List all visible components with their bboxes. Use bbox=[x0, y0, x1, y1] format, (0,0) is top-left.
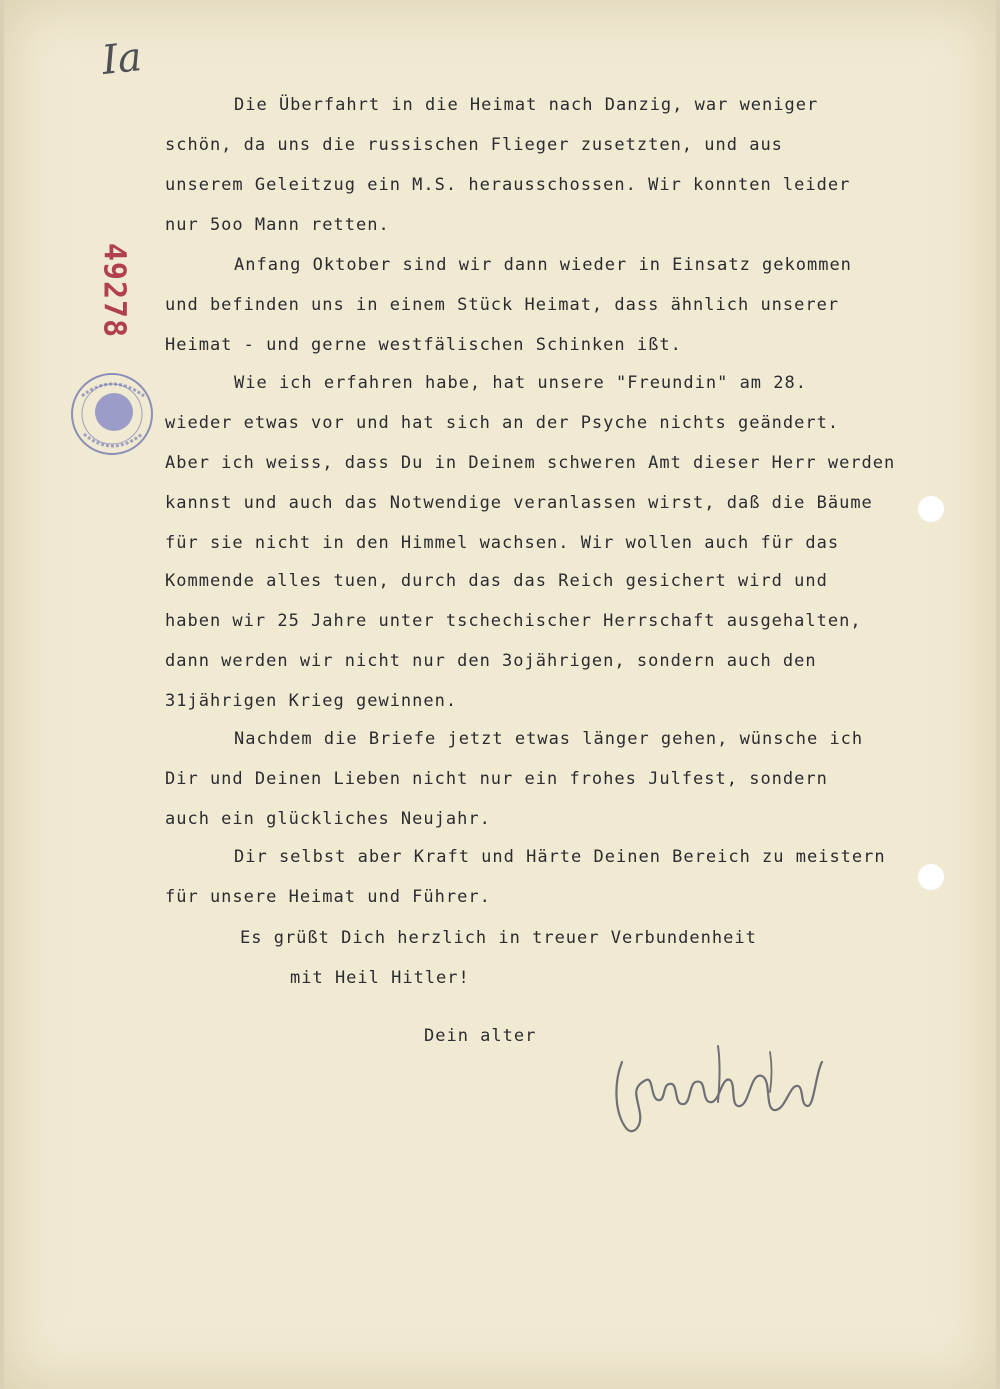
text-line: Kommende alles tuen, durch das das Reich gesichert wird und bbox=[165, 571, 828, 591]
text-line: unserem Geleitzug ein M.S. herausschossen. Wir konnten leider bbox=[165, 175, 851, 195]
text-line: nur 5oo Mann retten. bbox=[165, 215, 390, 235]
text-line: Nachdem die Briefe jetzt etwas länger gehen, wünsche ich bbox=[234, 729, 864, 749]
text-line: Dir selbst aber Kraft und Härte Deinen Bereich zu meistern bbox=[234, 847, 886, 867]
sign-off: Dein alter bbox=[424, 1026, 537, 1046]
handwritten-note: Ia bbox=[99, 34, 144, 84]
text-line: Dir und Deinen Lieben nicht nur ein frohes Julfest, sondern bbox=[165, 769, 828, 789]
text-line: Die Überfahrt in die Heimat nach Danzig, war weniger bbox=[234, 95, 819, 115]
punch-hole-bottom bbox=[918, 864, 944, 890]
text-line: für sie nicht in den Himmel wachsen. Wir wollen auch für das bbox=[165, 533, 840, 553]
text-line: schön, da uns die russischen Flieger zusetzten, und aus bbox=[165, 135, 783, 155]
closing-line: mit Heil Hitler! bbox=[290, 968, 470, 988]
text-line: und befinden uns in einem Stück Heimat, dass ähnlich unserer bbox=[165, 295, 840, 315]
text-line: für unsere Heimat und Führer. bbox=[165, 887, 491, 907]
archive-number-text: 49278 bbox=[96, 242, 132, 339]
text-line: Anfang Oktober sind wir dann wieder in Einsatz gekommen bbox=[234, 255, 852, 275]
text-line: auch ein glückliches Neujahr. bbox=[165, 809, 491, 829]
text-line: Aber ich weiss, dass Du in Deinem schweren Amt dieser Herr werden bbox=[165, 453, 896, 473]
handwritten-signature-icon bbox=[600, 1032, 840, 1142]
closing-line: Es grüßt Dich herzlich in treuer Verbundenheit bbox=[240, 928, 757, 948]
archive-stamp-icon bbox=[64, 366, 164, 462]
archive-number bbox=[92, 243, 136, 339]
text-line: haben wir 25 Jahre unter tschechischer Herrschaft ausgehalten, bbox=[165, 611, 862, 631]
letter-page bbox=[4, 0, 996, 1389]
text-line: Wie ich erfahren habe, hat unsere "Freundin" am 28. bbox=[234, 373, 807, 393]
punch-hole-top bbox=[918, 496, 944, 522]
text-line: kannst und auch das Notwendige veranlassen wirst, daß die Bäume bbox=[165, 493, 873, 513]
text-line: 31jährigen Krieg gewinnen. bbox=[165, 691, 458, 711]
text-line: dann werden wir nicht nur den 3ojährigen, sondern auch den bbox=[165, 651, 817, 671]
text-line: wieder etwas vor und hat sich an der Psyche nichts geändert. bbox=[165, 413, 840, 433]
text-line: Heimat - und gerne westfälischen Schinken ißt. bbox=[165, 335, 682, 355]
